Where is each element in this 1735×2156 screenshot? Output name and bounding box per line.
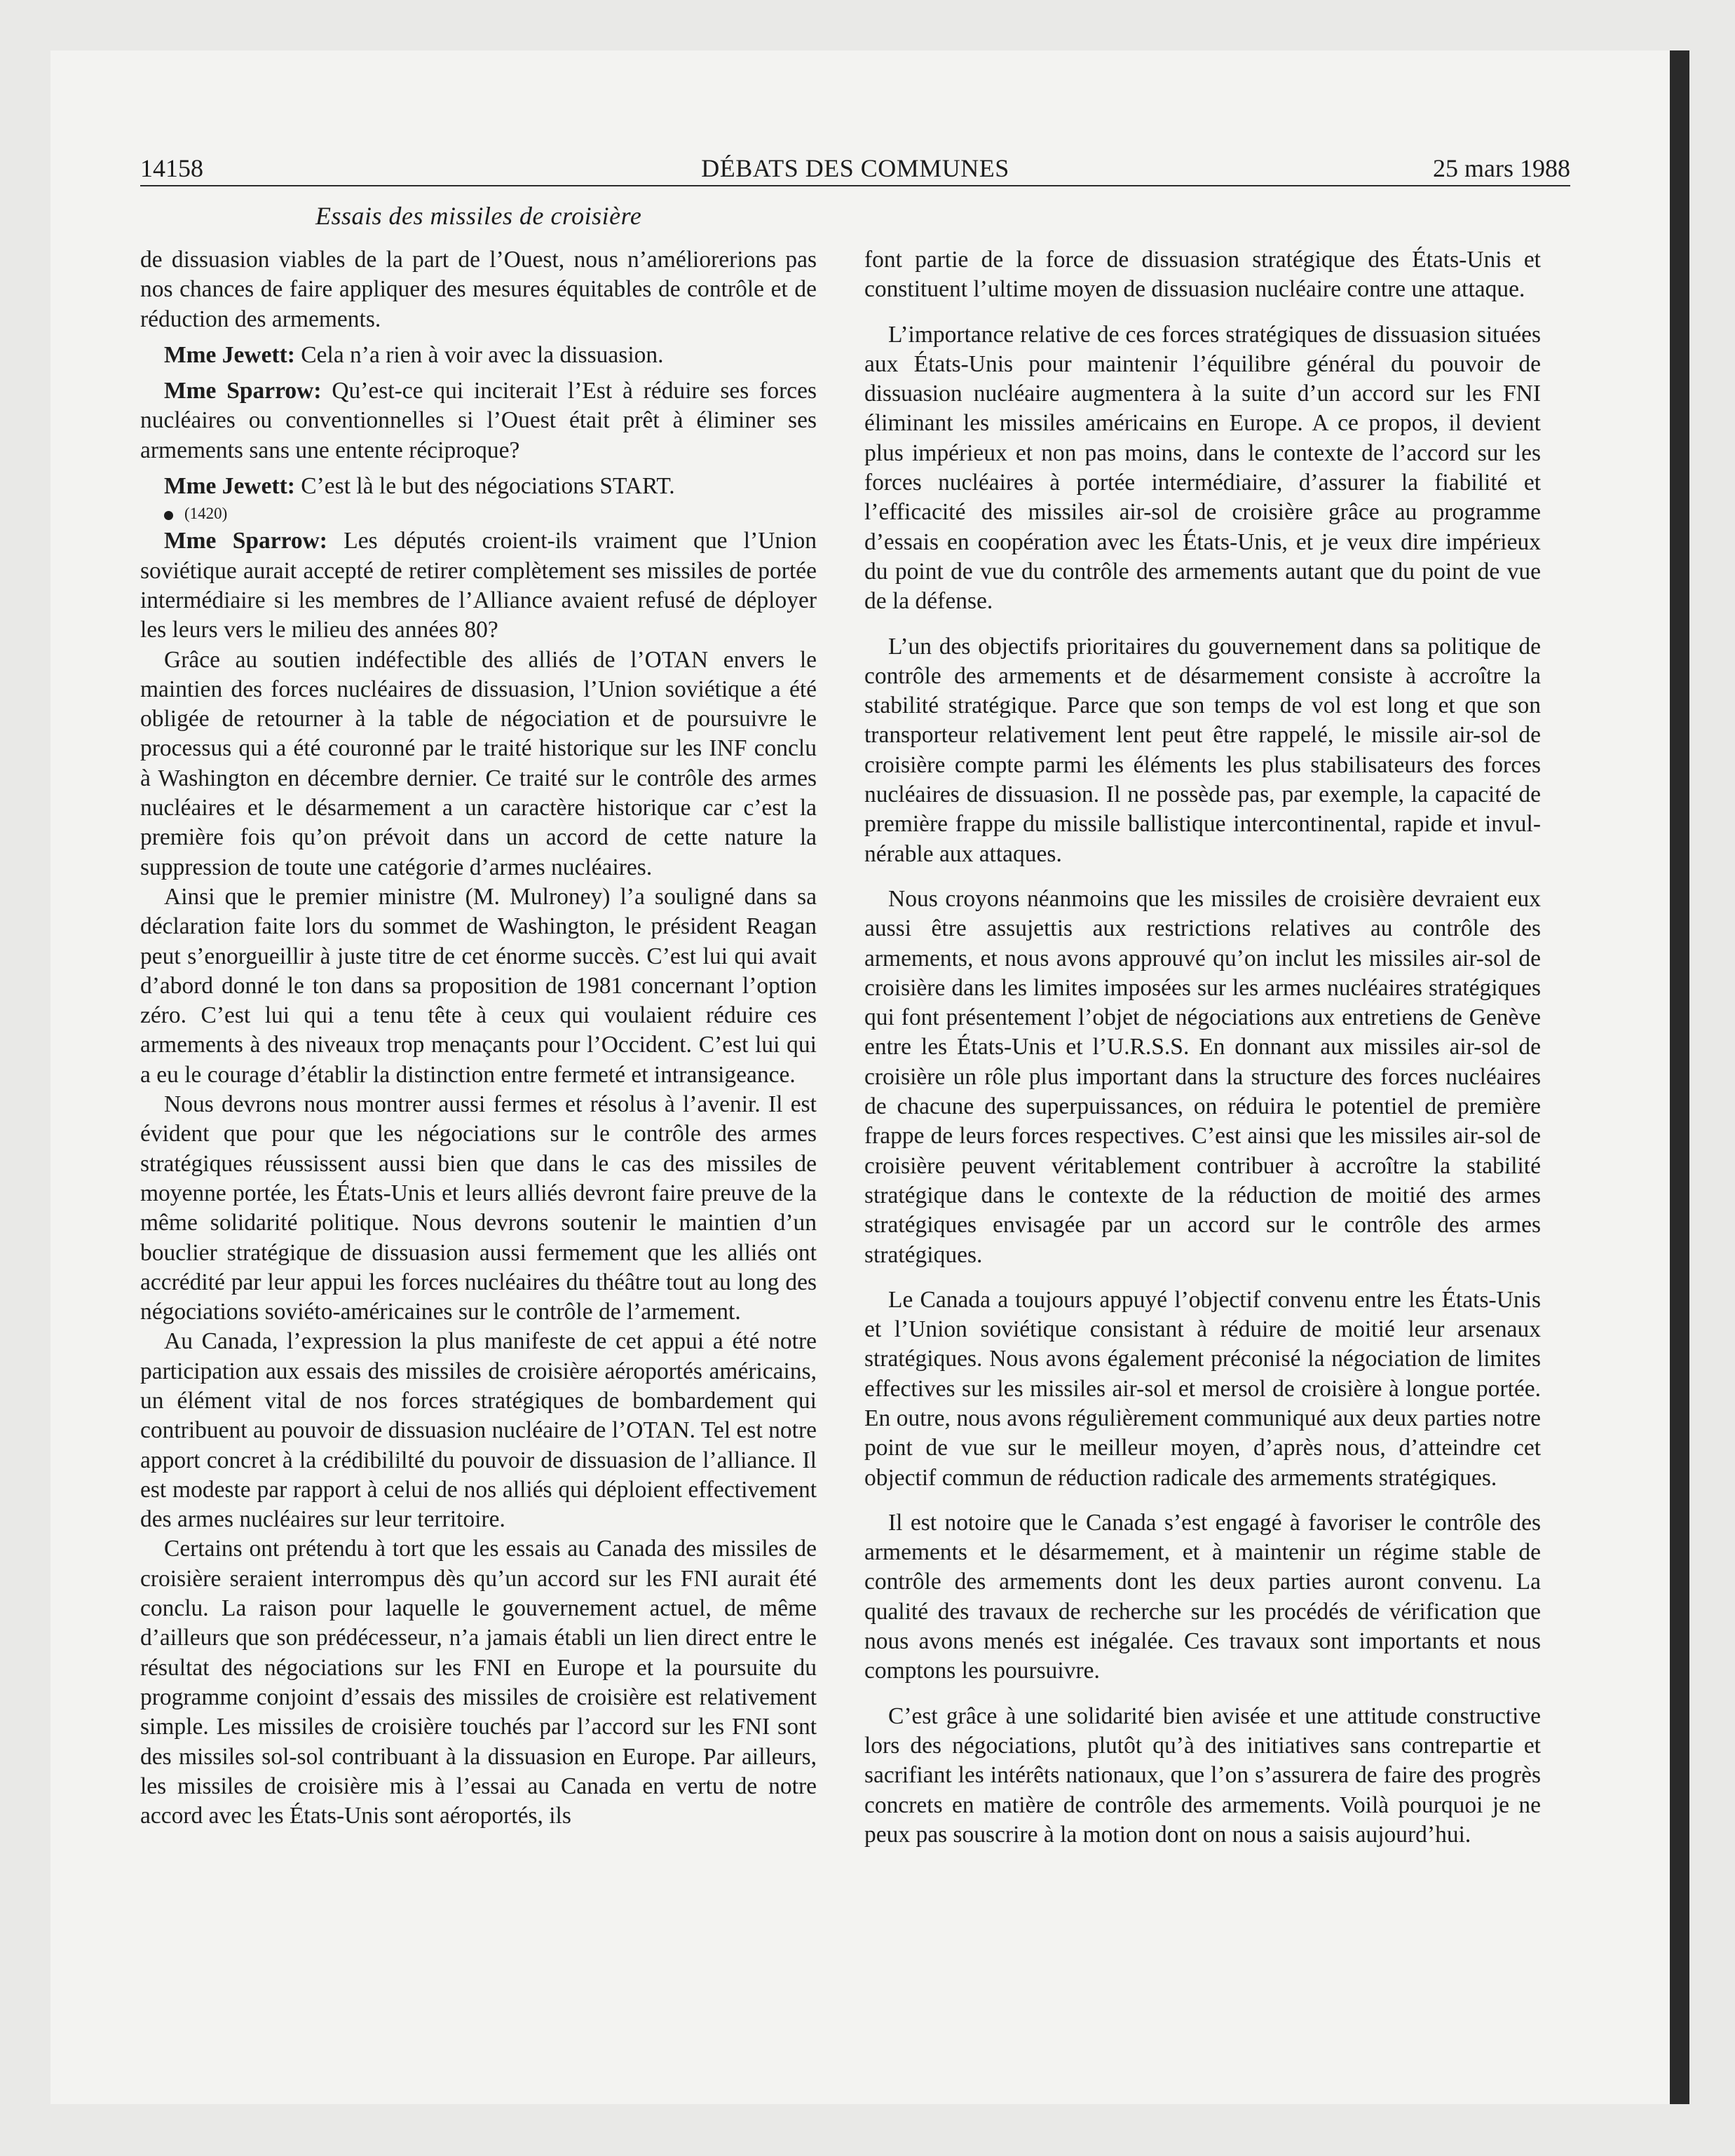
speech	[140, 376, 817, 465]
paragraph: Ainsi que le premier ministre (M. Mulroney) l’a souligné dans sa déclaration faite lors du sommet de Washington, le président Reagan peut s’enorgueillir à juste titre de cet énorme succès. C’est lui qui avait d’abord donné le ton dans sa proposition de 1981 concernant l’option zéro. C’est lui qui a tenu tête à ceux qui voulaient réduire ces armements à des niveaux trop menaçants pour l’Occident. C’est lui qui a eu le courage d’établir la distinction entre fermeté et intransigeance.	[140, 883, 817, 1088]
speaker-name: Mme Jewett:	[164, 473, 295, 500]
paragraph: Il est notoire que le Canada s’est engagé à favoriser le contrôle des armements et le désarmement, et à maintenir un régime stable de contrôle des armements dont les deux parties auront convenu. La qualité des travaux de recherche sur les procédés de vérification que nous avons menés est inégalée. Ces travaux sont importants et nous comptons les poursuivre.	[864, 1509, 1541, 1684]
speech-text: Cela n’a rien à voir avec la dissuasion.	[294, 341, 664, 368]
speech	[140, 472, 817, 501]
time-marker	[140, 501, 817, 526]
publication-date: 25 mars 1988	[1433, 154, 1570, 182]
speech-text: Les députés croient-ils vraiment que l’Union soviétique aurait accepté de retirer complètement ses missiles de portée intermédiaire si les membres de l’Alliance avaient refusé de déployer les leurs vers le milieu des années 80?	[140, 528, 817, 643]
paragraph: Au Canada, l’expression la plus manifeste de cet appui a été notre participation aux essais des missiles de croisière aéroportés américains, un élément vital de nos forces stratégiques de bombardement qui contribuent au pouvoir de dissuasion nucléaire de l’OTAN. Tel est notre apport concret à la crédibililté du pouvoir de dissuasion de l’alliance. Il est modeste par rapport à celui de nos alliés qui déploient effectivement des armes nucléaires sur leur territoire.	[140, 1328, 817, 1533]
paragraph: de dissuasion viables de la part de l’Ouest, nous n’améliorerions pas nos chances de faire appliquer des mesures équitables de contrôle et de réduction des armements.	[140, 247, 817, 332]
paragraph: L’importance relative de ces forces stratégiques de dissuasion situées aux États-Unis pour maintenir l’équilibre général du pouvoir de dissuasion nucléaire augmentera à la suite d’un accord sur les FNI éliminant les missiles américains en Europe. A ce propos, il devient plus impérieux et non pas moins, dans le contexte de l’accord sur les forces nucléaires à portée intermédiaire, d’assurer la fiabilité et l’efficacité des missiles air-sol de croisière grâce au programme d’essais en coopération avec les États-Unis, et je veux dire impérieux du point de vue du contrôle des armements autant que du point de vue de la défense.	[864, 321, 1541, 615]
paragraph: font partie de la force de dissuasion stratégique des États-Unis et constituent l’ultime moyen de dissuasion nucléaire contre une attaque.	[864, 247, 1541, 303]
paragraph: Nous devrons nous montrer aussi fermes et résolus à l’avenir. Il est évident que pour que les négociations sur le contrôle des armes stratégiques réussissent aussi bien que dans le cas des missiles de moyenne portée, les États-Unis et leurs alliés devront faire preuve de la même solidarité politique. Nous devrons soutenir le maintien d’un bouclier stratégique de dissuasion aussi fermement que les alliés ont accrédité par leur appui les forces nucléaires du théâtre tout au long des négociations soviéto-américaines sur le contrôle de l’armement.	[140, 1091, 817, 1325]
time-marker-text: (1420)	[184, 505, 228, 523]
paragraph: Le Canada a toujours appuyé l’objectif convenu entre les États-Unis et l’Union soviétique consistant à réduire de moitié leur arsenaux stratégiques. Nous avons également préconisé la négociation de limites effectives sur les missiles air-sol et mersol de croisière à longue portée. En outre, nous avons régulièrement communiqué aux deux parties notre point de vue sur le meilleur moyen, d’après nous, d’atteindre cet objectif commun de réduction radicale des armements stratégiques.	[864, 1286, 1541, 1491]
bullet-icon	[164, 511, 173, 520]
speaker-name: Mme Sparrow:	[164, 378, 322, 404]
page-header	[140, 153, 1570, 184]
speech-text: C’est là le but des négociations START.	[294, 473, 675, 500]
paragraph: C’est grâce à une solidarité bien avisée et une attitude constructive lors des négociations, plutôt qu’à des initiatives sans contrepartie et sacrifiant les intérêts nationaux, que l’on s’assurera de faire des progrès concrets en matière de contrôle des armements. Voilà pourquoi je ne peux pas souscrire à la motion dont on nous a saisis aujourd’hui.	[864, 1703, 1541, 1848]
left-column	[140, 245, 817, 1831]
paragraph: L’un des objectifs prioritaires du gouvernement dans sa politique de contrôle des armements et de désarmement consiste à accroître la stabilité stratégique. Parce que son temps de vol est long et que son transporteur relativement lent peut être rappelé, le missile air-sol de croisière compte parmi les éléments les plus stabilisateurs des forces nucléaires de dissuasion. Il ne possède pas, par exemple, la capacité de première frappe du missile ballistique intercontinental, rapide et invulnérable aux attaques.	[864, 633, 1541, 867]
running-subheading: Essais des missiles de croisière	[315, 202, 642, 230]
paragraph: Nous croyons néanmoins que les missiles de croisière devraient eux aussi être assujettis aux restrictions relatives au contrôle des armements, et nous avons approuvé qu’on inclut les missiles air-sol de croisière dans les limites imposées sur les armes nucléaires stratégiques qui font présentement l’objet de négociations aux entretiens de Genève entre les États-Unis et l’U.R.S.S. En donnant aux missiles air-sol de croisière un rôle plus important dans la structure des forces nucléaires de chacune des superpuissances, on réduira le potentiel de première frappe de leurs forces respectives. C’est ainsi que les missiles air-sol de croisière peuvent véritablement contribuer à accroître la stabilité stratégique dans le contexte de la réduction de moitié des armes stratégiques envisagée par un accord sur le contrôle des armes stratégiques.	[864, 885, 1541, 1268]
speech	[140, 341, 817, 370]
speech	[140, 526, 817, 645]
right-column	[864, 245, 1541, 1850]
header-rule	[140, 185, 1570, 186]
publication-title: DÉBATS DES COMMUNES	[701, 154, 1009, 182]
page-edge-shadow	[1670, 50, 1689, 2104]
paragraph: Grâce au soutien indéfectible des alliés de l’OTAN envers le maintien des forces nucléaires de dissuasion, l’Union soviétique a été obligée de retourner à la table de négociation et de poursuivre le processus qui a été couronné par le traité historique sur les INF conclu à Washington en décembre dernier. Ce traité sur le contrôle des armes nucléaires et le désarmement a un caractère historique car c’est la première fois qu’on prévoit dans un accord de cette nature la suppression de toute une catégorie d’armes nucléaires.	[140, 646, 817, 880]
speaker-name: Mme Sparrow:	[164, 528, 327, 554]
speech-text: Qu’est-ce qui inciterait l’Est à réduire ses forces nucléaires ou conventionnelles si l’Ouest était prêt à éliminer ses armements sans une entente réciproque?	[140, 378, 817, 463]
paragraph: Certains ont prétendu à tort que les essais au Canada des missiles de croisière seraient interrompus dès qu’un accord sur les FNI aurait été conclu. La raison pour laquelle le gouvernement actuel, de même d’ailleurs que son prédécesseur, n’a jamais établi un lien direct entre le résultat des négociations sur les FNI en Europe et la poursuite du programme conjoint d’essais des missiles de croisière est relativement simple. Les missiles de croisière touchés par l’accord sur les FNI sont des missiles sol-sol contribuant à la dissuasion en Europe. Par ailleurs, les missiles de croisière mis à l’essai au Canada en vertu de notre accord avec les États-Unis sont aéroportés, ils	[140, 1536, 817, 1829]
page-number: 14158	[140, 154, 203, 182]
speaker-name: Mme Jewett:	[164, 341, 295, 368]
